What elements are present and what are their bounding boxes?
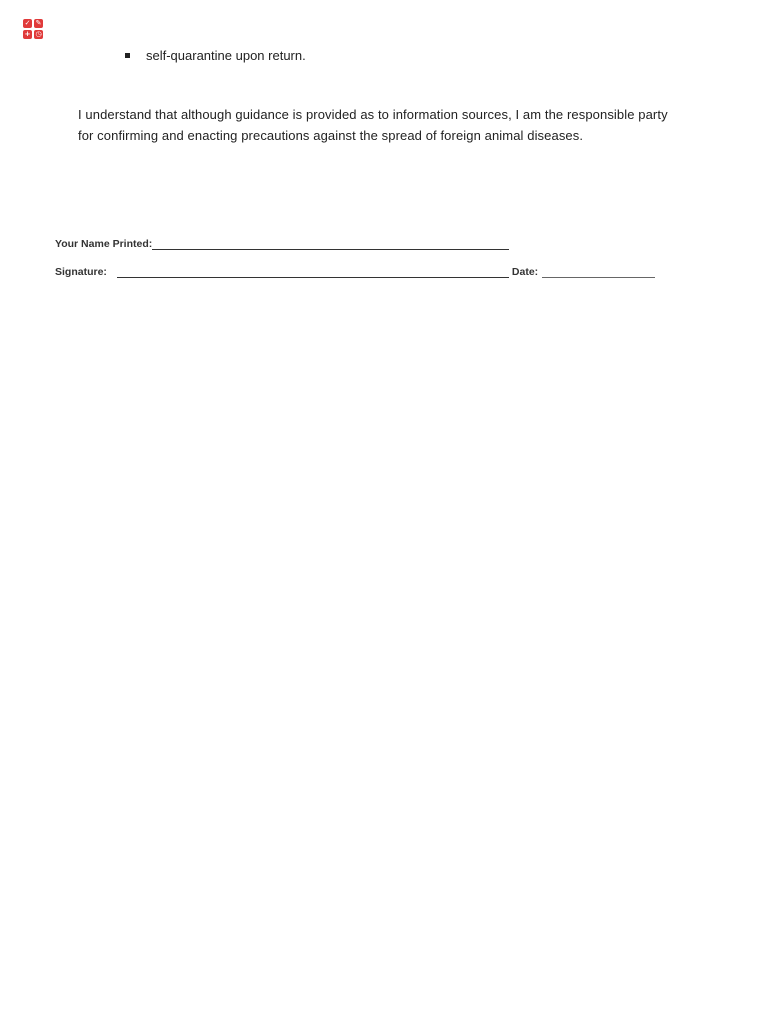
name-printed-row bbox=[55, 237, 509, 250]
square-bullet-icon bbox=[125, 53, 130, 58]
bullet-list-item bbox=[125, 48, 306, 63]
logo-pen-icon: ✎ bbox=[35, 19, 42, 27]
name-printed-field[interactable] bbox=[152, 237, 509, 250]
signature-label: Signature: bbox=[55, 266, 107, 278]
logo-check-icon: ✓ bbox=[24, 19, 31, 27]
signature-field[interactable] bbox=[117, 265, 509, 278]
date-label: Date: bbox=[511, 266, 539, 278]
logo-plus-icon: + bbox=[24, 30, 31, 38]
app-logo-icon bbox=[23, 19, 43, 39]
bullet-item-text: self-quarantine upon return. bbox=[146, 48, 306, 63]
signature-row bbox=[55, 265, 655, 278]
name-printed-label: Your Name Printed: bbox=[55, 238, 153, 250]
logo-clock-icon: ◷ bbox=[35, 30, 42, 38]
date-field[interactable] bbox=[542, 265, 655, 278]
acknowledgement-paragraph: I understand that although guidance is provided as to information sources, I am the responsible party for confirming and enacting precautions against the spread of foreign animal diseases. bbox=[78, 107, 668, 143]
